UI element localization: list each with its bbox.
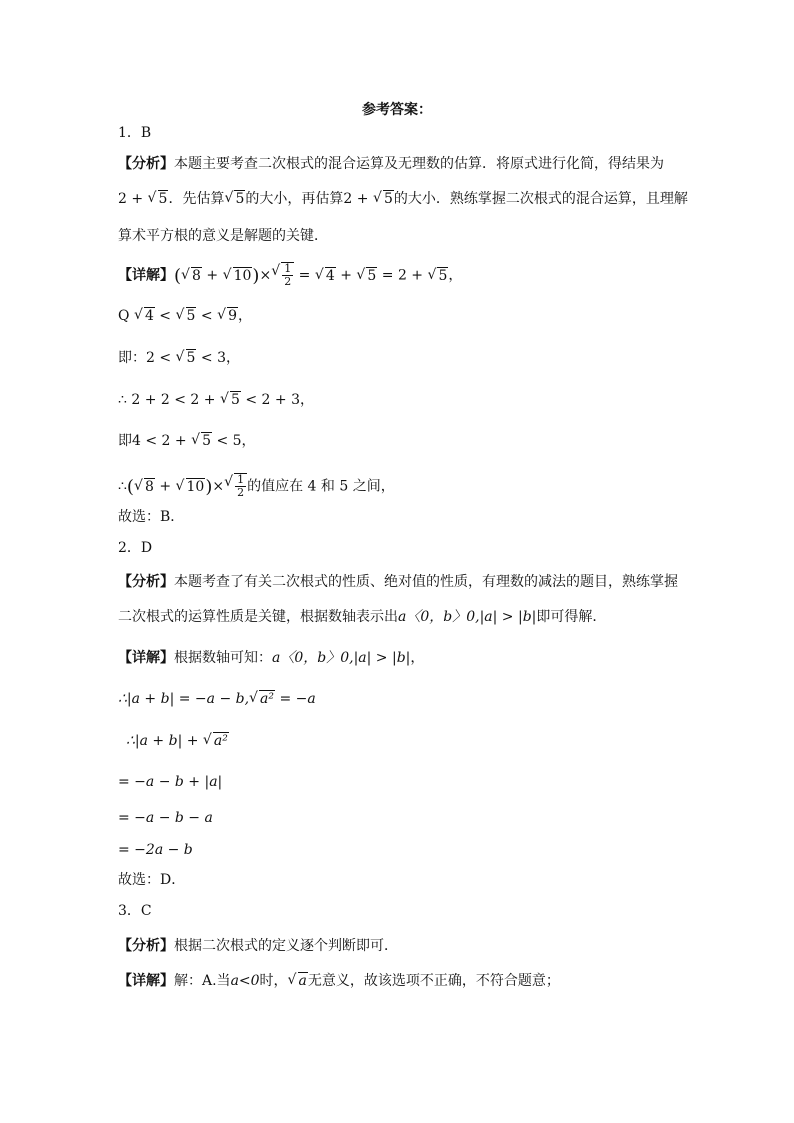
radicand: 10 [233,267,252,284]
q2-detail-line-6: = −2a − b [118,842,193,858]
denominator: 2 [284,275,292,288]
math-text: ， [448,267,463,284]
math-text: ∴|a + b| = −a − b, [118,691,250,707]
math-text: = 2 + [377,267,428,284]
analysis-text: 本题考查了有关二次根式的性质、绝对值的性质，有理数的减法的题目，熟练掌握 [174,574,678,590]
sqrt-expression [428,266,448,286]
sqrt-expression [316,266,336,286]
page-title: 参考答案： [362,102,432,118]
math-text: Q [118,308,134,324]
detail-text: 的值应在 4 和 5 之间， [247,478,395,495]
radicand: 5 [202,433,211,449]
math-text: = [294,267,315,284]
analysis-text: 二次根式的运算性质是关键，根据数轴表示出 [118,609,398,625]
math-text: + [335,267,357,284]
q1-detail-line-1: 【详解】(√ 8 + √ 10)× √ $\frac{1}{2}$ = √ 4 + √ 5 = 2 + √ 5， [118,262,462,288]
math-text: = −a [275,691,316,707]
math-text: a〈0，b〉0,|a| > |b| [272,650,411,666]
radicand: 4 [325,267,335,284]
paren-open: ( [174,265,182,287]
radicand: 5 [235,191,245,207]
radicand: 5 [383,191,393,207]
q2-analysis-line-1 [118,572,678,592]
math-text: < 3， [196,350,241,366]
analysis-tag: 【分析】 [118,574,174,590]
math-text: ， [410,650,425,666]
paren-close: ) [252,265,260,287]
sqrt-expression [224,266,253,286]
q1-detail-line-3 [118,348,240,368]
radicand: 8 [144,478,154,495]
q3-answer: 3．C [118,903,152,919]
detail-text: 解：A.当 [174,973,231,989]
paren-open: ( [126,476,134,498]
math-text: 2 + [118,191,148,207]
sqrt-expression [250,689,275,709]
sqrt-expression [357,266,377,286]
detail-tag: 【详解】 [118,973,174,989]
radicand: 5 [438,267,448,284]
numerator: √ 1 [284,262,292,275]
sqrt-expression [177,306,197,326]
radicand: 5 [158,191,168,207]
analysis-text: 本题主要考查二次根式的混合运算及无理数的估算．将原式进行化简，得结果为 [174,156,664,172]
numerator: √ 1 [237,473,245,486]
radicand: 5 [367,267,377,284]
math-text: ∴|a + b| + [126,733,203,749]
q3-analysis-line-1 [118,936,398,956]
math-text: a<0 [230,973,260,989]
math-text: < [154,308,176,324]
q2-detail-line-1 [118,648,424,668]
analysis-tag: 【分析】 [118,938,174,954]
math-text: 即4 < 2 + [118,433,192,449]
radicand [281,262,294,288]
analysis-text: 根据二次根式的定义逐个判断即可． [174,938,398,954]
math-text: < 5， [212,433,256,449]
radicand: 4 [144,308,154,324]
radicand: 5 [230,392,240,408]
fraction [282,263,293,288]
radicand: 5 [186,350,196,366]
analysis-tag: 【分析】 [118,156,174,172]
math-text: ∴ 2 + 2 < 2 + [118,392,220,408]
analysis-text: 的大小．熟练掌握二次根式的混合运算，且理解 [393,191,688,207]
sqrt-expression [225,189,245,209]
q2-analysis-line-2 [118,607,606,627]
sqrt-expression [135,477,155,497]
detail-text: 无意义，故该选项不正确，不符合题意； [307,973,560,989]
q1-analysis-line-3: 算术平方根的意义是解题的关键． [118,228,328,244]
sqrt-fraction [225,473,247,499]
sqrt-expression [204,731,229,751]
math-text: < [196,308,218,324]
radicand: a² [260,691,274,707]
detail-text: 时， [259,973,288,989]
q1-analysis-line-1 [118,154,664,174]
math-text: ， [237,308,252,324]
sqrt-fraction [272,262,294,288]
sqrt-expression [177,348,197,368]
analysis-text: 即可得解． [536,609,607,625]
sqrt-expression [289,971,308,991]
q3-detail-line-1 [118,971,560,991]
radicand [234,473,247,499]
analysis-text: 的大小，再估算 [245,191,344,207]
sqrt-expression [221,390,241,410]
sqrt-expression [177,477,206,497]
q2-detail-line-4: = −a − b + |a| [118,774,223,790]
sqrt-expression [374,189,394,209]
radicand: 10 [186,478,205,495]
q1-detail-line-5 [118,431,256,451]
sqrt-expression [135,306,155,326]
q1-detail-line-4 [118,390,314,410]
sqrt-expression [149,189,169,209]
q1-detail-line-6: ∴(√ 8 + √ 10)× √ $\frac{1}{2}$ 的值应在 4 和 5 之间， [118,473,395,499]
radicand: 8 [192,267,201,284]
math-text: ∴ [118,478,127,495]
detail-tag: 【详解】 [118,650,174,666]
q2-answer: 2．D [118,540,153,556]
q1-answer: 1．B [118,125,152,141]
fraction [235,474,246,499]
q2-choice: 故选：D． [118,872,186,888]
q1-choice: 故选：B． [118,509,185,525]
detail-tag: 【详解】 [118,267,174,284]
radicand: 5 [186,308,196,324]
radicand: 9 [228,308,237,324]
sqrt-expression [192,431,212,451]
sqrt-expression [218,306,238,326]
math-text: 2 + [343,191,373,207]
radicand: a [298,973,307,989]
sqrt-expression [182,266,202,286]
q1-analysis-line-2 [118,189,688,209]
paren-close: ) [205,476,213,498]
analysis-text: ．先估算 [168,191,225,207]
q1-detail-line-2 [118,306,252,326]
math-text: 即：2 < [118,350,176,366]
math-text: a〈0，b〉0,|a| > |b| [398,609,537,625]
radicand: a² [213,733,228,749]
detail-text: 根据数轴可知： [174,650,272,666]
q2-detail-line-3 [126,731,229,751]
q2-detail-line-2 [118,689,316,709]
q2-detail-line-5: = −a − b − a [118,810,213,826]
denominator: 2 [237,486,245,499]
math-text: < 2 + 3， [240,392,314,408]
